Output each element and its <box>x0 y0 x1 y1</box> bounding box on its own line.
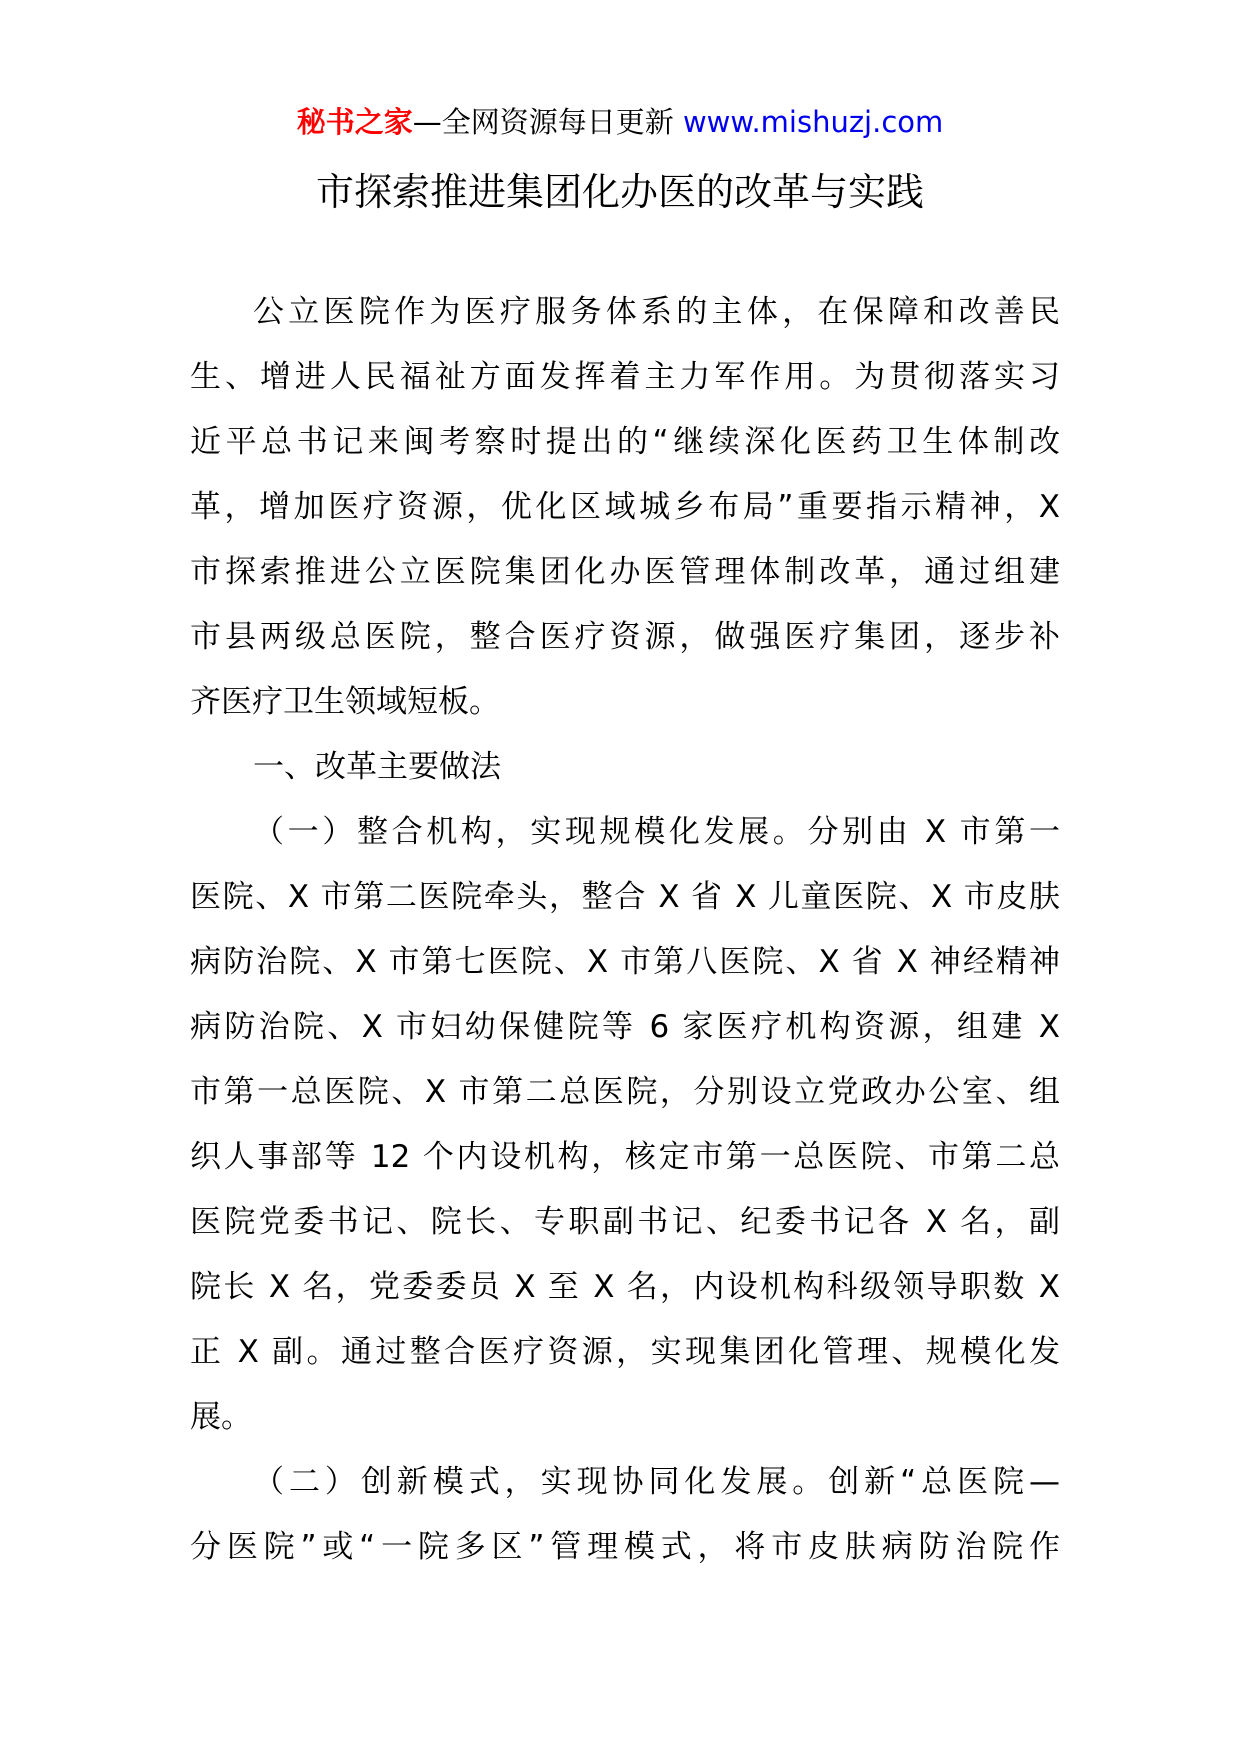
paragraph-line: 革，增加医疗资源，优化区域城乡布局”重要指示精神，X <box>190 489 1060 525</box>
paragraph-line: 近平总书记来闽考察时提出的“继续深化医药卫生体制改 <box>190 424 1060 460</box>
paragraph-line: 医院、X 市第二医院牵头，整合 X 省 X 儿童医院、X 市皮肤 <box>190 879 1060 915</box>
paragraph-line: （二）创新模式，实现协同化发展。创新“总医院— <box>253 1464 1060 1500</box>
paragraph-line: 医院党委书记、院长、专职副书记、纪委书记各 X 名，副 <box>190 1204 1060 1240</box>
paragraph-line: 市第一总医院、X 市第二总医院，分别设立党政办公室、组 <box>190 1074 1060 1110</box>
document-body <box>190 292 1060 1592</box>
paragraph-line: 生、增进人民福祉方面发挥着主力军作用。为贯彻落实习 <box>190 359 1060 395</box>
paragraph-line: 展。 <box>190 1399 252 1435</box>
paragraph-line: 分医院”或“一院多区”管理模式，将市皮肤病防治院作 <box>190 1529 1060 1565</box>
brand-name: 秘书之家 <box>296 105 413 139</box>
paragraph-line: 病防治院、X 市第七医院、X 市第八医院、X 省 X 神经精神 <box>190 944 1060 980</box>
paragraph-line: 正 X 副。通过整合医疗资源，实现集团化管理、规模化发 <box>190 1334 1060 1370</box>
paragraph-line: （一）整合机构，实现规模化发展。分别由 X 市第一 <box>253 814 1060 850</box>
paragraph-line: 齐医疗卫生领域短板。 <box>190 684 500 720</box>
paragraph-line: 市县两级总医院，整合医疗资源，做强医疗集团，逐步补 <box>190 619 1060 655</box>
paragraph-line: 公立医院作为医疗服务体系的主体，在保障和改善民 <box>253 294 1060 330</box>
paragraph-line: 市探索推进公立医院集团化办医管理体制改革，通过组建 <box>190 554 1060 590</box>
site-header <box>0 104 1240 140</box>
header-tagline: —全网资源每日更新 <box>412 105 683 139</box>
paragraph-line: 病防治院、X 市妇幼保健院等 6 家医疗机构资源，组建 X <box>190 1009 1060 1045</box>
paragraph-line: 院长 X 名，党委委员 X 至 X 名，内设机构科级领导职数 X <box>190 1269 1060 1305</box>
site-url-link[interactable]: www.mishuzj.com <box>682 105 944 139</box>
document-title: 市探索推进集团化办医的改革与实践 <box>315 170 924 214</box>
section-heading: 一、改革主要做法 <box>253 749 501 785</box>
paragraph-line: 织人事部等 12 个内设机构，核定市第一总医院、市第二总 <box>190 1139 1060 1175</box>
